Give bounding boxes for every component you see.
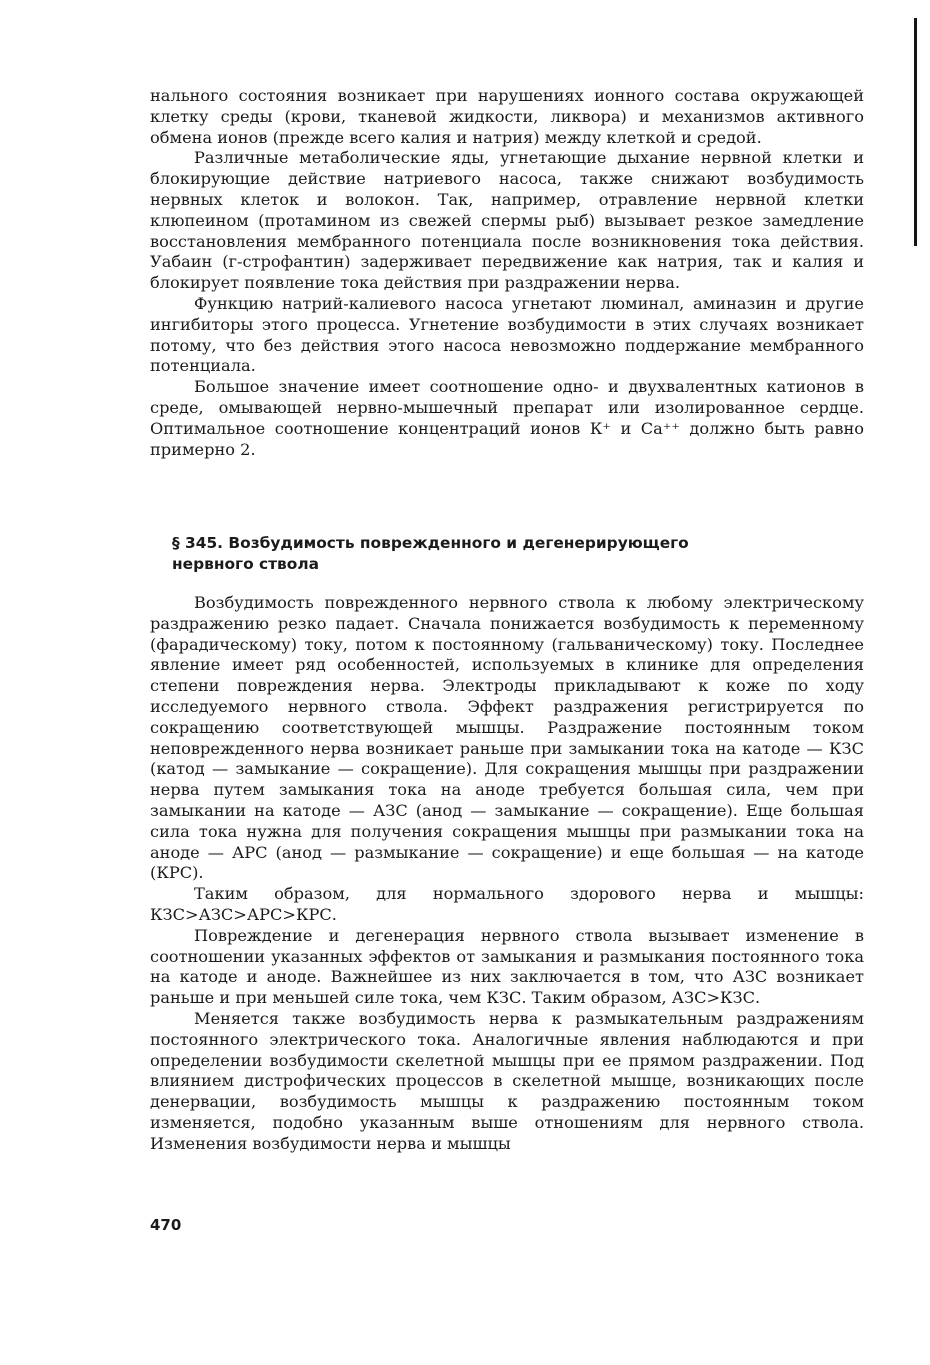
paragraph: Функцию натрий-калиевого насоса угнетают люминал, аминазин и другие ингибиторы этого процесса. Угнетение возбудимости в этих случаях возникает потому, что без действия этого насоса невозможно поддержание мембранного потенциала. <box>150 293 864 376</box>
paragraph: Возбудимость поврежденного нервного ствола к любому электрическому раздражению резко падает. Сначала понижается возбудимость к переменному (фарадическому) току, потом к постоянному (гальваническому) току. Последнее явление имеет ряд особенностей, используемых в клинике для определения степени повреждения нерва. Электроды прикладывают к коже по ходу исследуемого нервного ствола. Эффект раздражения регистрируется по сокращению соответствующей мышцы. Раздражение постоянным током неповрежденного нерва возникает раньше при замыкании тока на катоде — КЗС (катод — замыкание — сокращение). Для сокращения мышцы при раздражении нерва путем замыкания тока на аноде требуется большая сила, чем при замыкании на катоде — АЗС (анод — замыкание — сокращение). Еще большая сила тока нужна для получения сокращения мышцы при размыкании тока на аноде — АРС (анод — размыкание — сокращение) и еще большая — на катоде (КРС). <box>150 593 864 883</box>
paragraph: Меняется также возбудимость нерва к размыкательным раздражениям постоянного электрического тока. Аналогичные явления наблюдаются и при определении возбудимости скелетной мышцы при ее прямом раздражении. Под влиянием дистрофических процессов в скелетной мышце, возникающих после денервации, возбудимость мышцы к раздражению постоянным током изменяется, подобно указанным выше отношениям для нервного ствола. Изменения возбудимости нерва и мышцы <box>150 1008 864 1153</box>
section-heading <box>172 533 772 575</box>
section-heading-line: нервного ствола <box>172 555 320 573</box>
paragraph: Повреждение и дегенерация нервного ствола вызывает изменение в соотношении указанных эффектов от замыкания и размыкания постоянного тока на катоде и аноде. Важнейшее из них заключается в том, что АЗС возникает раньше и при меньшей силе тока, чем КЗС. Таким образом, АЗС>КЗС. <box>150 925 864 1008</box>
paragraph: нального состояния возникает при нарушениях ионного состава окружающей клетку среды (крови, тканевой жидкости, ликвора) и механизмов активного обмена ионов (прежде всего калия и натрия) между клеткой и средой. <box>150 86 864 147</box>
page-number: 470 <box>150 1216 182 1234</box>
body-text-top <box>150 86 864 460</box>
page-edge-line <box>914 18 917 246</box>
paragraph: Различные метаболические яды, угнетающие дыхание нервной клетки и блокирующие действие натриевого насоса, также снижают возбудимость нервных клеток и волокон. Так, например, отравление нервной клетки клюпеином (протамином из свежей спермы рыб) вызывает резкое замедление восстановления мембранного потенциала после возникновения тока действия. Уабаин (г-строфантин) задерживает передвижение как натрия, так и калия и блокирует появление тока действия при раздражении нерва. <box>150 148 864 293</box>
paragraph: Большое значение имеет соотношение одно- и двухвалентных катионов в среде, омывающей нервно-мышечный препарат или изолированное сердце. Оптимальное соотношение концентраций ионов К⁺ и Са⁺⁺ должно быть равно примерно 2. <box>150 377 864 459</box>
body-text-bottom <box>150 593 864 1155</box>
paragraph: Таким образом, для нормального здорового нерва и мышцы: КЗС>АЗС>АРС>КРС. <box>150 884 864 924</box>
section-heading-line: § 345. Возбудимость поврежденного и дегенерирующего <box>172 534 689 552</box>
